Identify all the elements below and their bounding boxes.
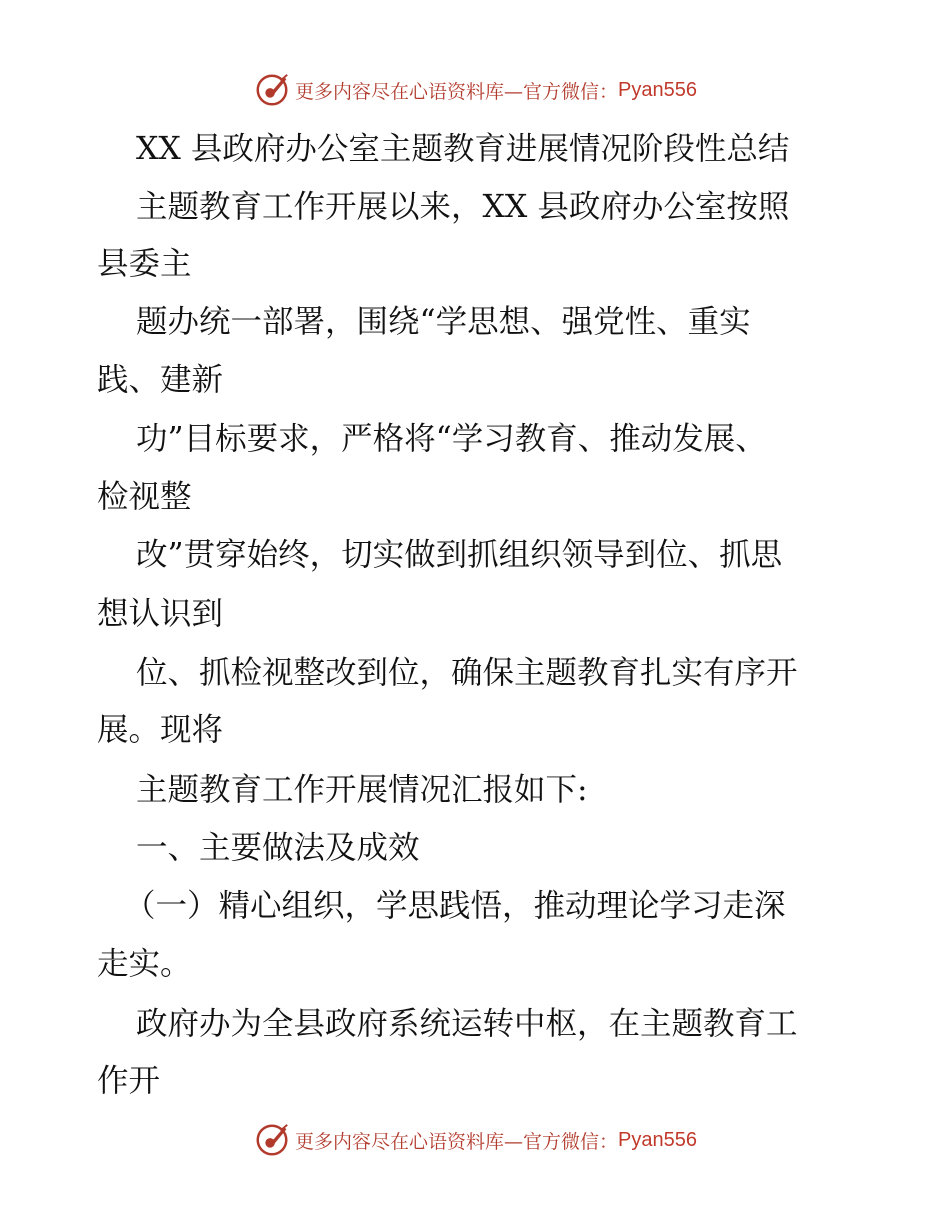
body-line: 践、建新	[97, 362, 224, 398]
body-line: 题办统一部署，围绕“学思想、强党性、重实	[136, 304, 751, 340]
body-line: 走实。	[97, 946, 192, 982]
section-heading: 一、主要做法及成效	[136, 830, 420, 866]
body-line: 位、抓检视整改到位，确保主题教育扎实有序开	[136, 655, 798, 691]
body-line: 作开	[97, 1063, 161, 1099]
body-line: 县委主	[97, 246, 192, 282]
body-line: 功”目标要求，严格将“学习教育、推动发展、	[136, 421, 767, 457]
watermark-text: 更多内容尽在心语资料库—官方微信：	[295, 1130, 619, 1153]
body-line: 展。现将	[97, 712, 224, 748]
body-line: 检视整	[97, 479, 192, 515]
footer-watermark	[0, 1118, 950, 1162]
watermark-wechat-id: Pyan556	[618, 78, 697, 101]
feather-pen-logo-icon	[253, 71, 291, 109]
header-watermark	[0, 68, 950, 112]
watermark-text: 更多内容尽在心语资料库—官方微信：	[295, 80, 619, 103]
feather-pen-logo-icon	[253, 1121, 291, 1159]
body-line: 政府办为全县政府系统运转中枢，在主题教育工	[136, 1006, 798, 1042]
body-line: 改”贯穿始终，切实做到抓组织领导到位、抓思	[136, 537, 783, 573]
subsection-heading: （一）精心组织，学思践悟，推动理论学习走深	[124, 888, 786, 924]
body-line: 想认识到	[97, 596, 224, 632]
watermark-wechat-id: Pyan556	[618, 1128, 697, 1151]
body-line: 主题教育工作开展以来，XX 县政府办公室按照	[136, 189, 790, 225]
document-title: XX 县政府办公室主题教育进展情况阶段性总结	[136, 131, 790, 167]
body-line: 主题教育工作开展情况汇报如下:	[136, 772, 588, 808]
